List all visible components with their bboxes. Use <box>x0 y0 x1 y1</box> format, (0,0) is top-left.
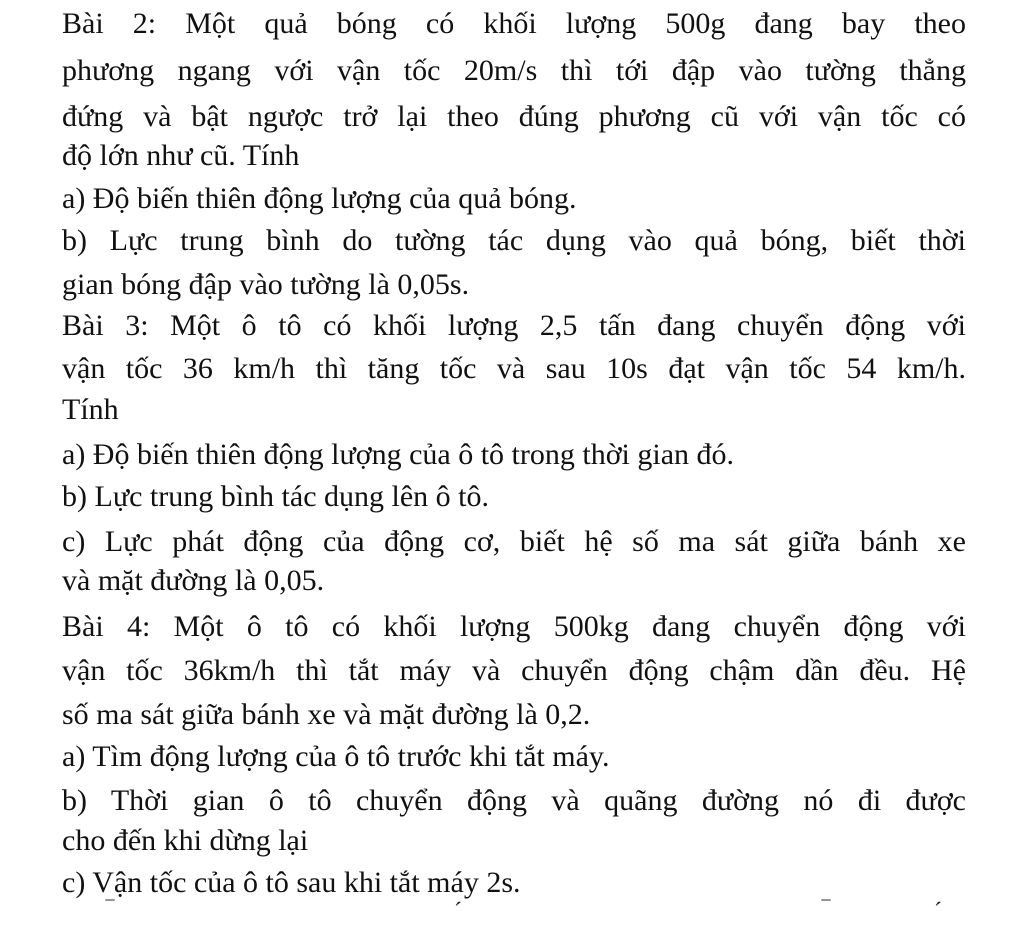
bai-3-question-a: a) Độ biến thiên động lượng của ô tô trong thời gian đó. <box>62 438 735 471</box>
bai-3-line-3: Tính <box>62 393 119 426</box>
bai-2-line-2: phương ngang với vận tốc 20m/s thì tới đập vào tường thẳng <box>62 54 966 87</box>
bai-4-question-b-line-2: cho đến khi dừng lại <box>62 824 309 857</box>
cut-off-glyph: ˊ <box>934 899 942 925</box>
bai-2-line-3: đứng và bật ngược trở lại theo đúng phương cũ với vận tốc có <box>62 100 966 133</box>
bai-4-question-a: a) Tìm động lượng của ô tô trước khi tắt máy. <box>62 740 610 773</box>
bai-3-line-1: Bài 3: Một ô tô có khối lượng 2,5 tấn đang chuyển động với <box>62 309 966 342</box>
bai-3-question-c-line-2: và mặt đường là 0,05. <box>62 564 325 597</box>
bai-3-line-2: vận tốc 36 km/h thì tăng tốc và sau 10s đạt vận tốc 54 km/h. <box>62 352 966 385</box>
bai-2-question-b-line-1: b) Lực trung bình do tường tác dụng vào quả bóng, biết thời <box>62 224 966 257</box>
cut-off-glyph: ˊ <box>454 899 462 925</box>
bai-4-question-c: c) Vận tốc của ô tô sau khi tắt máy 2s. <box>62 866 521 899</box>
cut-off-next-line <box>62 896 966 925</box>
bai-2-line-4: độ lớn như cũ. Tính <box>62 139 300 172</box>
cut-off-glyph: ‾ <box>822 899 830 925</box>
bai-4-line-1: Bài 4: Một ô tô có khối lượng 500kg đang chuyển động với <box>62 610 966 643</box>
bai-2-question-a: a) Độ biến thiên động lượng của quả bóng. <box>62 182 577 215</box>
bai-3-question-b: b) Lực trung bình tác dụng lên ô tô. <box>62 480 490 513</box>
bai-2-line-1: Bài 2: Một quả bóng có khối lượng 500g đang bay theo <box>62 7 966 40</box>
bai-4-line-3: số ma sát giữa bánh xe và mặt đường là 0,2. <box>62 698 591 731</box>
bai-2-question-b-line-2: gian bóng đập vào tường là 0,05s. <box>62 268 470 301</box>
bai-3-question-c-line-1: c) Lực phát động của động cơ, biết hệ số ma sát giữa bánh xe <box>62 525 966 558</box>
bai-4-line-2: vận tốc 36km/h thì tắt máy và chuyển động chậm dần đều. Hệ <box>62 654 966 687</box>
bai-4-question-b-line-1: b) Thời gian ô tô chuyển động và quãng đường nó đi được <box>62 784 966 817</box>
cut-off-glyph: ‾ <box>106 899 114 925</box>
